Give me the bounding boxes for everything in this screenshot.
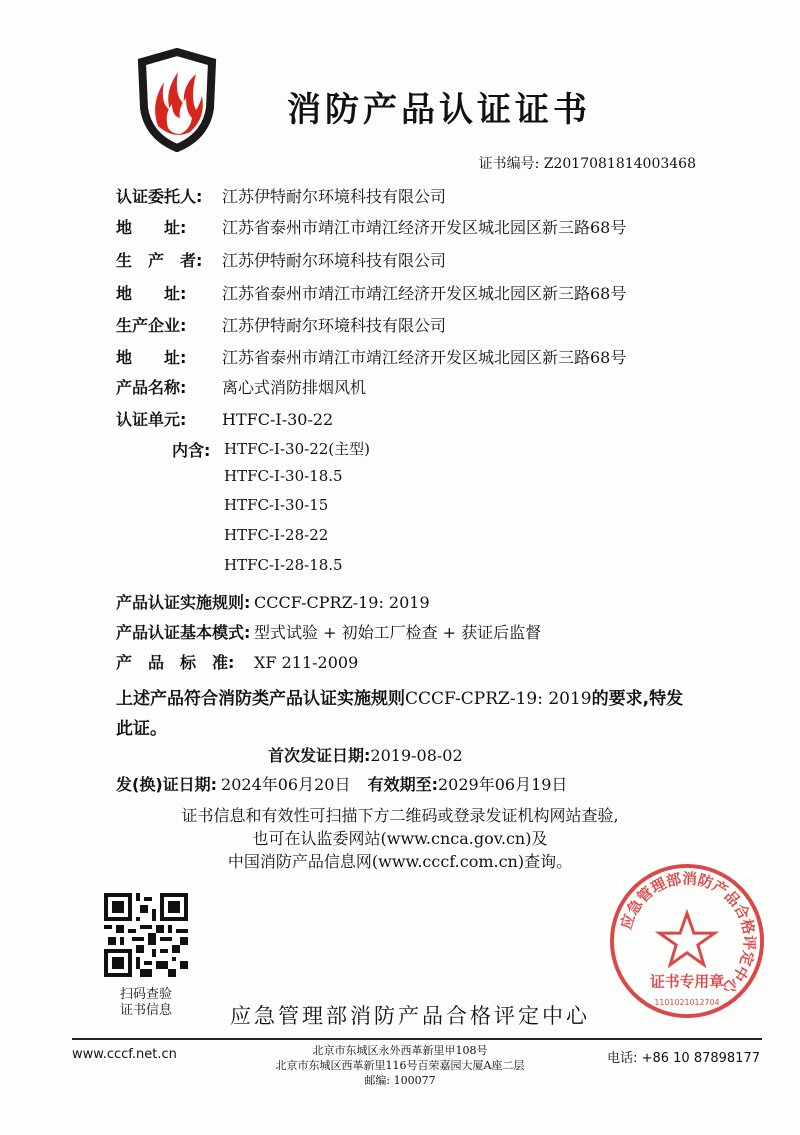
field-label: 地 址: [116, 348, 187, 367]
field-value: 江苏省泰州市靖江市靖江经济开发区城北园区新三路68号 [222, 348, 627, 367]
valid-label: 有效期至: [367, 775, 438, 794]
field-label: 地 址: [116, 284, 187, 303]
footer-divider [72, 1038, 762, 1040]
field-value: 江苏伊特耐尔环境科技有限公司 [222, 251, 447, 270]
footer-website-link[interactable]: www.cccf.net.cn [72, 1047, 177, 1062]
conformity-rule: CCCF-CPRZ-19: 2019 [405, 689, 592, 709]
certificate-number: 证书编号: Z2017081814003468 [478, 156, 696, 172]
conformity-suffix: 的要求,特发此证。 [116, 689, 684, 739]
field-row-factory [116, 313, 446, 341]
field-row-cert-unit [116, 407, 333, 435]
field-label: 生产企业: [116, 316, 187, 335]
field-label: 产品名称: [116, 378, 187, 397]
rule-value: XF 211-2009 [254, 653, 359, 672]
field-row-manufacturer-address [116, 281, 626, 309]
qr-caption-line: 证书信息 [119, 1003, 172, 1018]
svg-text:证书专用章: 证书专用章 [650, 973, 724, 991]
issue-date-row [116, 772, 567, 795]
svg-text:应急管理部消防产品合格评定中心: 应急管理部消防产品合格评定中心 [617, 870, 758, 997]
conformity-prefix: 上述产品符合消防类产品认证实施规则 [116, 689, 405, 709]
official-seal-stamp [608, 862, 766, 1020]
rule-row-implementation [116, 590, 430, 618]
model-item: HTFC-I-30-18.5 [224, 467, 343, 485]
field-label: 生 产 者: [116, 251, 203, 270]
rule-value: 型式试验 + 初始工厂检查 + 获证后监督 [254, 623, 542, 642]
model-item: HTFC-I-30-22(主型) [224, 440, 370, 458]
footer-address-line: 北京市东城区西革新里116号百荣嘉园大厦A座二层 [275, 1059, 525, 1072]
field-row-product-name [116, 375, 366, 403]
model-item: HTFC-I-28-22 [224, 526, 329, 544]
rule-row-standard [116, 650, 358, 678]
notice-line: 中国消防产品信息网(www.cccf.com.cn)查询。 [227, 852, 573, 871]
svg-text:1101021012704: 1101021012704 [654, 998, 720, 1008]
qr-code[interactable] [104, 893, 188, 977]
footer-phone: 电话: +86 10 87898177 [607, 1051, 760, 1066]
field-row-manufacturer [116, 248, 446, 276]
first-issue-date-row [268, 743, 463, 766]
conformity-statement [116, 684, 696, 744]
valid-value: 2029年06月19日 [437, 775, 568, 794]
footer-postcode: 邮编: 100077 [364, 1074, 436, 1087]
field-value: 江苏省泰州市靖江市靖江经济开发区城北园区新三路68号 [222, 218, 627, 237]
notice-line: 也可在认监委网站(www.cnca.gov.cn)及 [252, 829, 548, 848]
field-label: 认证单元: [116, 410, 187, 429]
issue-label: 发(换)证日期: [116, 775, 218, 794]
field-row-applicant [116, 184, 446, 212]
field-value: 江苏伊特耐尔环境科技有限公司 [222, 187, 447, 206]
field-value: 江苏伊特耐尔环境科技有限公司 [222, 316, 447, 335]
contains-label: 内含: [172, 441, 211, 460]
notice-line: 证书信息和有效性可扫描下方二维码或登录发证机构网站查验, [181, 806, 619, 825]
issuing-organization: 应急管理部消防产品合格评定中心 [230, 1004, 590, 1028]
field-label: 认证委托人: [116, 187, 203, 206]
rule-label: 产 品 标 准: [116, 653, 235, 672]
field-label: 地 址: [116, 218, 187, 237]
qr-caption-line: 扫码查验 [119, 987, 172, 1002]
rule-label: 产品认证基本模式: [116, 623, 251, 642]
field-value: 江苏省泰州市靖江市靖江经济开发区城北园区新三路68号 [222, 284, 627, 303]
model-item: HTFC-I-28-18.5 [224, 556, 343, 574]
certificate-title: 消防产品认证证书 [287, 90, 591, 130]
field-value: HTFC-I-30-22 [222, 410, 334, 429]
first-issue-label: 首次发证日期: [268, 746, 371, 765]
first-issue-value: 2019-08-02 [370, 746, 463, 765]
rule-label: 产品认证实施规则: [116, 593, 251, 612]
field-row-factory-address [116, 345, 626, 373]
field-value: 离心式消防排烟风机 [222, 378, 367, 397]
model-item: HTFC-I-30-15 [224, 496, 329, 514]
footer-address-line: 北京市东城区永外西革新里甲108号 [312, 1044, 488, 1057]
issue-value: 2024年06月20日 [221, 775, 351, 794]
rule-value: CCCF-CPRZ-19: 2019 [254, 593, 430, 612]
field-row-applicant-address [116, 215, 626, 243]
rule-row-mode [116, 620, 541, 648]
